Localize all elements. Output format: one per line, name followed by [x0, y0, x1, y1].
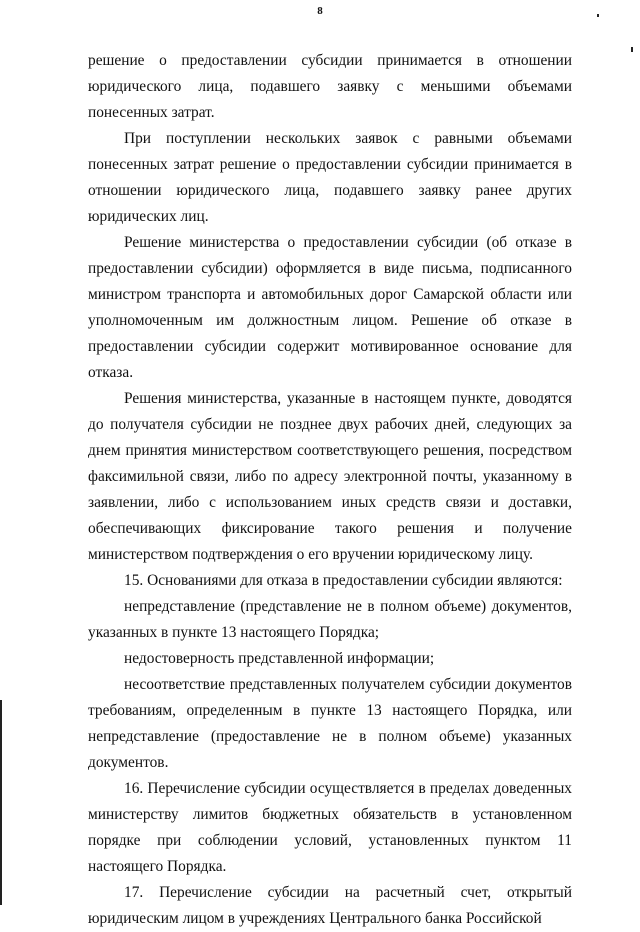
scan-dot-mark [597, 14, 599, 17]
paragraph-equal-claims: При поступлении нескольких заявок с равными объемами понесенных затрат решение о предоставлении субсидии принимается в отношении юридического лица, подавшего заявку ранее других юридических лиц. [88, 130, 572, 225]
page-number: 8 [317, 5, 323, 17]
paragraph-section-17: 17. Перечисление субсидии на расчетный счет, открытый юридическим лицом в учреждениях Центрального банка Российской [88, 884, 572, 927]
paragraph-decision-notification: Решения министерства, указанные в настоящем пункте, доводятся до получателя субсидии не позднее двух рабочих дней, следующих за днем принятия министерством соответствующего решения, посредством факсимильной связи, либо по адресу электронной почты, указанному в заявлении, либо с использованием иных средств связи и доставки, обеспечивающих фиксирование такого решения и получение министерством подтверждения о его вручении юридическому лицу. [88, 390, 572, 563]
document-body [88, 48, 572, 932]
paragraph-decision-form: Решение министерства о предоставлении субсидии (об отказе в предоставлении субсидии) оформляется в виде письма, подписанного министром транспорта и автомобильных дорог Самарской области или уполномоченным им должностным лицом. Решение об отказе в предоставлении субсидии содержит мотивированное основание для отказа. [88, 234, 572, 381]
paragraph-section-15: 15. Основаниями для отказа в предоставлении субсидии являются: [124, 572, 563, 589]
scan-edge-line [0, 700, 2, 905]
paragraph-ground-documents: непредставление (представление не в полном объеме) документов, указанных в пункте 13 настоящего Порядка; [88, 598, 572, 641]
scan-dot-mark-right [631, 47, 633, 52]
paragraph-continuation: решение о предоставлении субсидии принимается в отношении юридического лица, подавшего заявку с меньшими объемами понесенных затрат. [88, 52, 572, 121]
paragraph-ground-mismatch: несоответствие представленных получателем субсидии документов требованиям, определенным в пункте 13 настоящего Порядка, или непредставление (предоставление не в полном объеме) указанных документов. [88, 676, 572, 771]
paragraph-ground-false-info: недостоверность представленной информации; [124, 650, 435, 667]
paragraph-section-16: 16. Перечисление субсидии осуществляется в пределах доведенных министерству лимитов бюджетных обязательств в установленном порядке при соблюдении условий, установленных пунктом 11 настоящего Порядка. [88, 780, 572, 875]
